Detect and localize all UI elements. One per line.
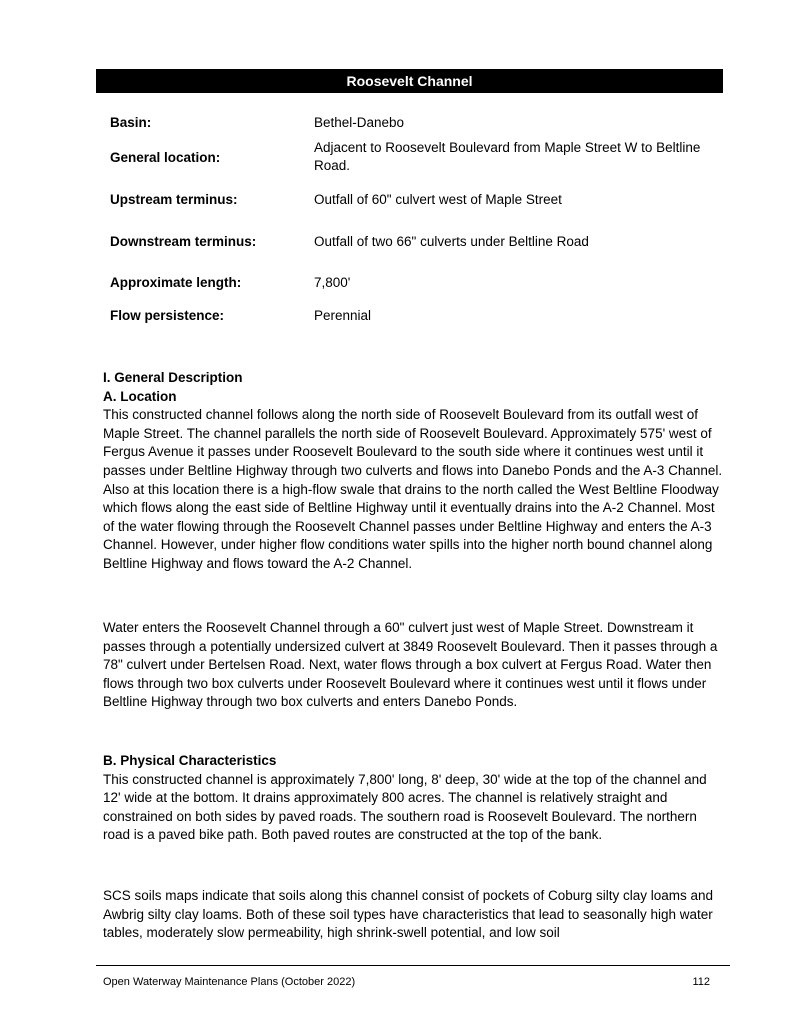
general-description-heading: I. General Description [103, 370, 243, 385]
flow-persistence-value: Perennial [314, 308, 372, 323]
upstream-terminus-value: Outfall of 60" culvert west of Maple Street [314, 192, 562, 207]
footer-divider [96, 965, 730, 966]
page-number: 112 [692, 976, 710, 988]
location-heading: A. Location [103, 388, 177, 404]
physical-characteristics-section [103, 752, 723, 845]
basin-label: Basin: [110, 115, 152, 130]
physical-paragraph-1: This constructed channel is approximately 7,800' long, 8' deep, 30' wide at the top of the channel and 12' wide at the bottom. It drains approximately 800 acres. The channel is relatively straight and constrained on both sides by paved roads. The southern road is Roosevelt Boulevard. The northern road is a paved bike path. Both paved routes are constructed at the top of the bank. [103, 771, 707, 843]
physical-characteristics-heading: B. Physical Characteristics [103, 753, 277, 768]
location-section-continued [103, 619, 723, 712]
basin-value: Bethel-Danebo [314, 115, 405, 130]
footer-document-title: Open Waterway Maintenance Plans (October 2022) [103, 976, 356, 988]
downstream-terminus-label: Downstream terminus: [110, 234, 257, 249]
location-paragraph-2: Water enters the Roosevelt Channel through a 60" culvert just west of Maple Street. Downstream it passes through a potentially undersized culvert at 3849 Roosevelt Boulevard. Then it passes through a 78" culvert under Bertelsen Road. Next, water flows through a box culvert at Fergus Road. Water then flows through two box culverts under Roosevelt Boulevard where it continues west until it flows under Beltline Highway through two box culverts and enters Danebo Ponds. [103, 620, 718, 710]
approximate-length-label: Approximate length: [110, 275, 242, 290]
general-location-label: General location: [110, 150, 221, 165]
location-section [103, 369, 723, 574]
page-title: Roosevelt Channel [96, 69, 723, 93]
general-location-value: Adjacent to Roosevelt Boulevard from Maple Street W to Beltline Road. [314, 140, 701, 173]
flow-persistence-label: Flow persistence: [110, 308, 225, 323]
physical-paragraph-2: SCS soils maps indicate that soils along this channel consist of pockets of Coburg silty clay loams and Awbrig silty clay loams. Both of these soil types have characteristics that lead to seasonally high water tables, moderately slow permeability, high shrink-swell potential, and low soil [103, 888, 714, 941]
upstream-terminus-label: Upstream terminus: [110, 192, 238, 207]
approximate-length-value: 7,800' [314, 275, 351, 290]
location-paragraph-1: This constructed channel follows along the north side of Roosevelt Boulevard from its outfall west of Maple Street. The channel parallels the north side of Roosevelt Boulevard. Approximately 575' west of Fergus Avenue it passes under Roosevelt Boulevard to the south side where it continues west until it passes under Beltline Highway through two culverts and flows into Danebo Ponds and the A-3 Channel. Also at this location there is a high-flow swale that drains to the north called the West Beltline Floodway which flows along the east side of Beltline Highway until it eventually drains into the A-2 Channel. Most of the water flowing through the Roosevelt Channel passes under Beltline Highway and enters the A-3 Channel. However, under higher flow conditions water spills into the higher north bound channel along Beltline Highway and flows toward the A-2 Channel. [103, 407, 723, 571]
physical-characteristics-continued [103, 887, 723, 943]
downstream-terminus-value: Outfall of two 66" culverts under Beltline Road [314, 234, 589, 249]
